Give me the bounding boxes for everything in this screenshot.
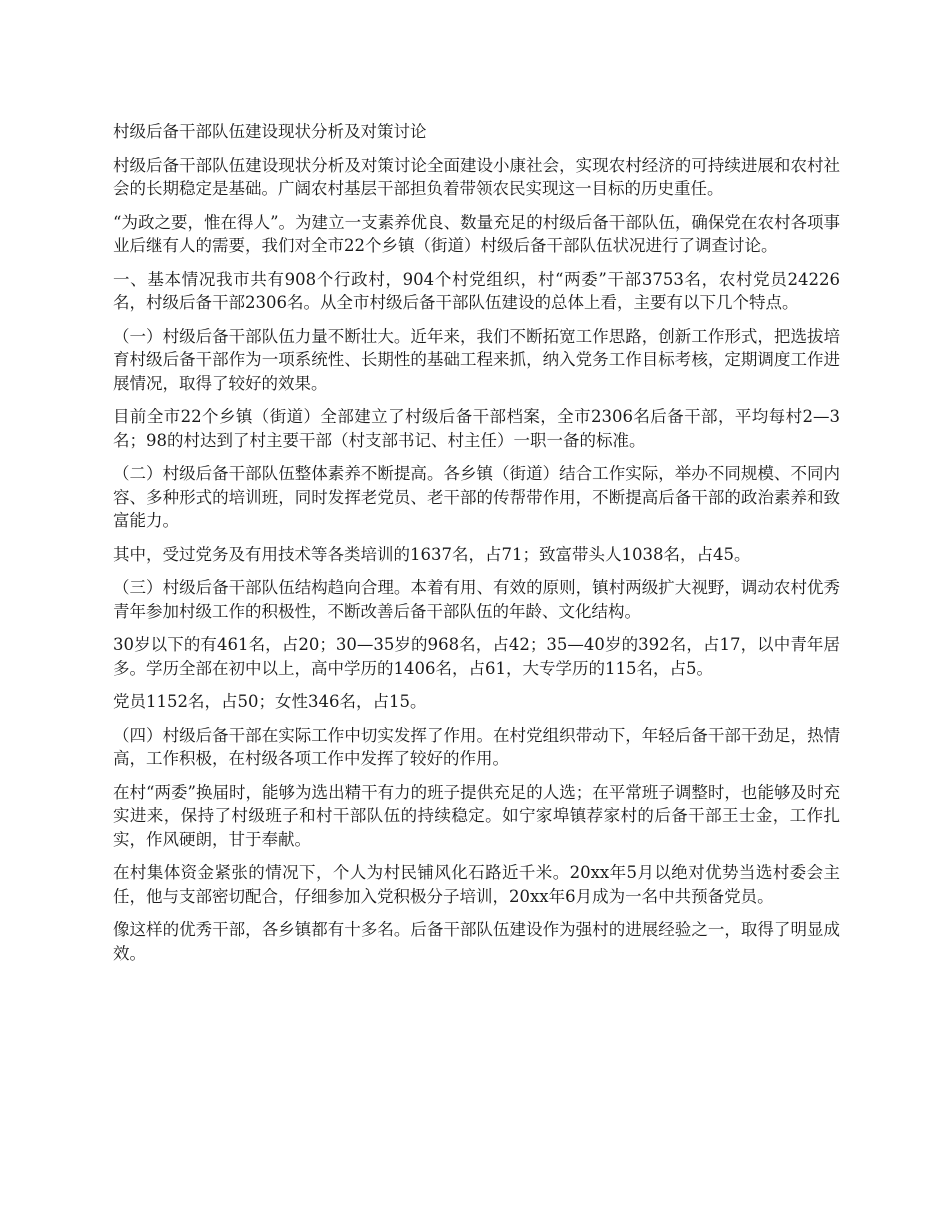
document-page <box>113 120 840 975</box>
paragraph-section-2: （二）村级后备干部队伍整体素养不断提高。各乡镇（街道）结合工作实际，举办不同规模、不同内容、多种形式的培训班，同时发挥老党员、老干部的传帮带作用，不断提高后备干部的政治素养和致富能力。 <box>113 464 840 530</box>
document-title: 村级后备干部队伍建设现状分析及对策讨论 <box>113 122 427 141</box>
paragraph-section-1-detail: 目前全市22个乡镇（街道）全部建立了村级后备干部档案，全市2306名后备干部，平均每村2—3名；98的村达到了村主要干部（村支部书记、村主任）一职一备的标准。 <box>113 407 840 450</box>
paragraph-section-1: （一）村级后备干部队伍力量不断壮大。近年来，我们不断拓宽工作思路，创新工作形式，把选拔培育村级后备干部作为一项系统性、长期性的基础工程来抓，纳入党务工作目标考核，定期调度工作进展情况，取得了较好的效果。 <box>113 326 840 393</box>
paragraph-conclusion: 像这样的优秀干部，各乡镇都有十多名。后备干部队伍建设作为强村的进展经验之一，取得了明显成效。 <box>113 920 840 963</box>
paragraph-section-4-election: 在村“两委”换届时，能够为选出精干有力的班子提供充足的人选；在平常班子调整时，也能够及时充实进来，保持了村级班子和村干部队伍的持续稳定。如宁家埠镇荐家村的后备干部王士金，工作扎实，作风硬朗，甘于奉献。 <box>113 782 840 849</box>
paragraph-section-2-detail: 其中，受过党务及有用技术等各类培训的1637名，占71；致富带头人1038名，占45。 <box>113 544 751 564</box>
paragraph-purpose: “为政之要，惟在得人”。为建立一支素养优良、数量充足的村级后备干部队伍，确保党在农村各项事业后继有人的需要，我们对全市22个乡镇（街道）村级后备干部队伍状况进行了调查讨论。 <box>113 212 840 255</box>
paragraph-section-3: （三）村级后备干部队伍结构趋向合理。本着有用、有效的原则，镇村两级扩大视野，调动农村优秀青年参加村级工作的积极性，不断改善后备干部队伍的年龄、文化结构。 <box>113 578 840 621</box>
paragraph-section-4: （四）村级后备干部在实际工作中切实发挥了作用。在村党组织带动下，年轻后备干部干劲足，热情高，工作积极，在村级各项工作中发挥了较好的作用。 <box>113 725 840 768</box>
paragraph-section-3-age: 30岁以下的有461名，占20；30—35岁的968名，占42；35—40岁的392名，占17，以中青年居多。学历全部在初中以上，高中学历的1406名，占61，大专学历的115名，占5。 <box>113 635 840 678</box>
paragraph-basic-situation: 一、基本情况我市共有908个行政村，904个村党组织，村“两委”干部3753名，农村党员24226名，村级后备干部2306名。从全市村级后备干部队伍建设的总体上看，主要有以下几个特点。 <box>113 269 840 312</box>
paragraph-intro: 村级后备干部队伍建设现状分析及对策讨论全面建设小康社会，实现农村经济的可持续进展和农村社会的长期稳定是基础。广阔农村基层干部担负着带领农民实现这一目标的历史重任。 <box>113 155 840 198</box>
paragraph-section-3-party: 党员1152名，占50；女性346名，占15。 <box>113 692 427 711</box>
paragraph-section-4-example: 在村集体资金紧张的情况下，个人为村民铺风化石路近千米。20xx年5月以绝对优势当选村委会主任，他与支部密切配合，仔细参加入党积极分子培训，20xx年6月成为一名中共预备党员。 <box>113 863 840 906</box>
